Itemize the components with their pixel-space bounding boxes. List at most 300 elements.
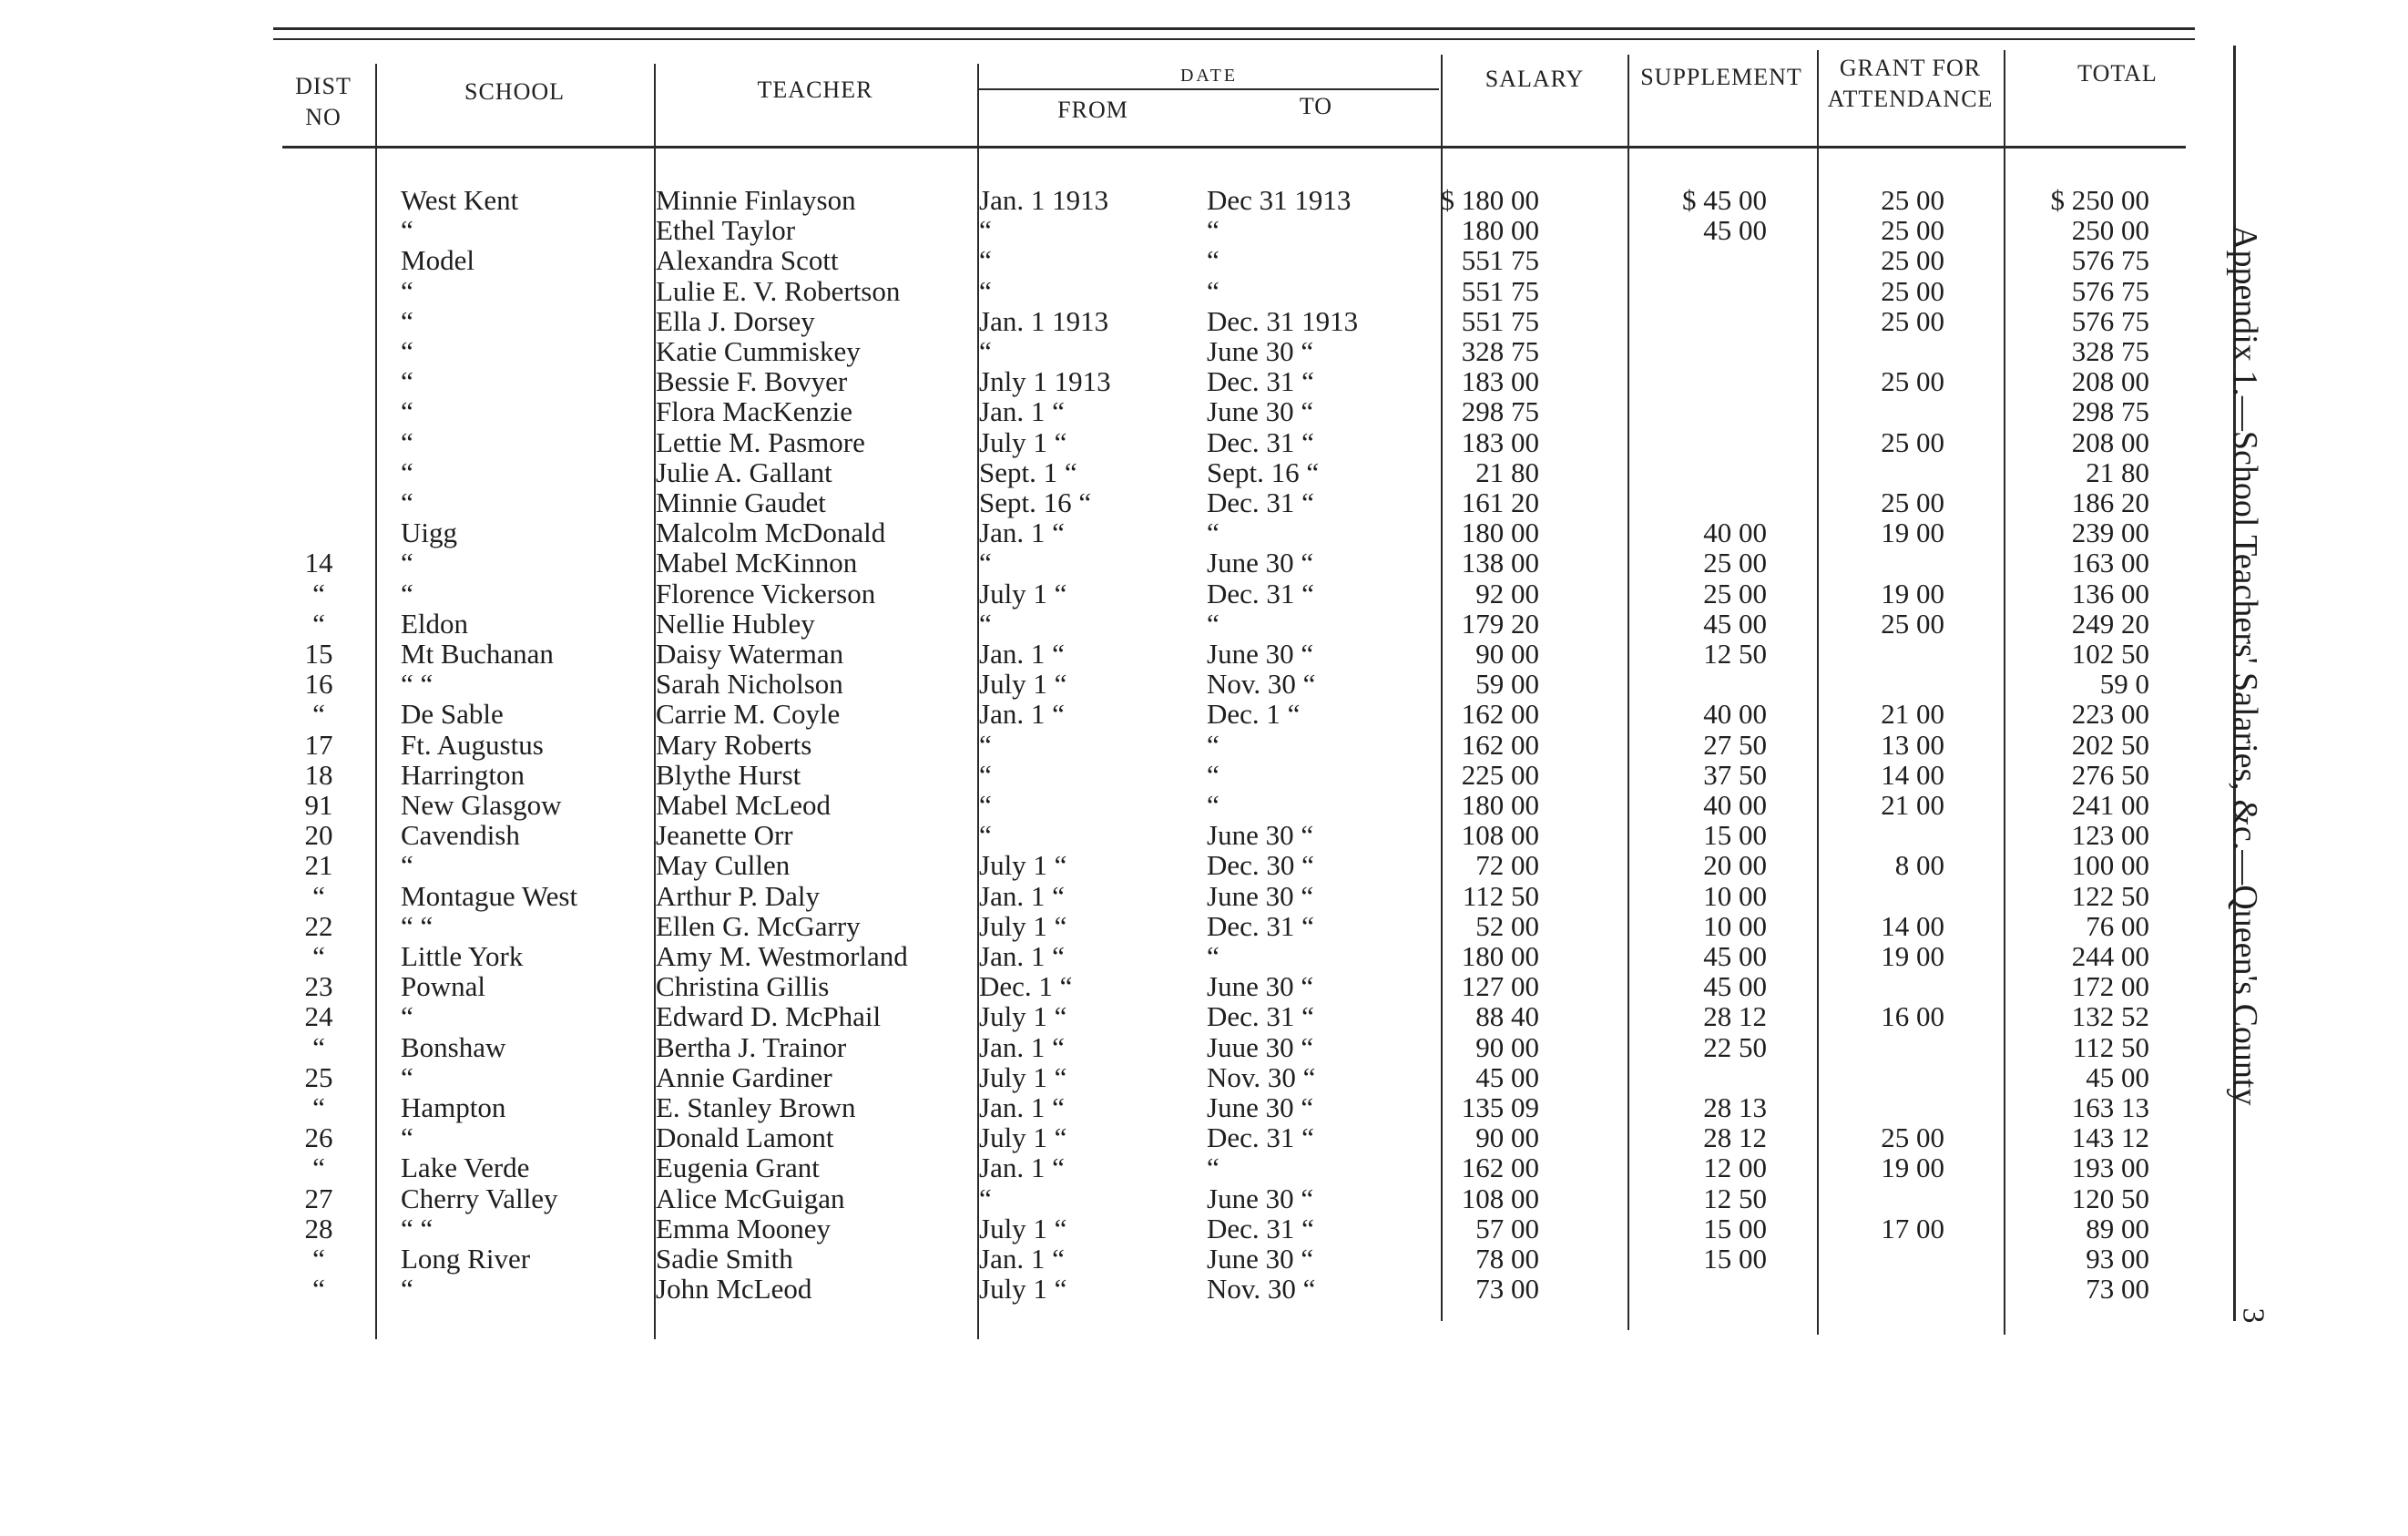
cell-teacher: Mabel McLeod [656,789,831,821]
cell-teacher: Daisy Waterman [656,638,844,670]
cell-teacher: Eugenia Grant [656,1152,820,1183]
cell-school: “ [401,214,413,246]
cell-grant: 21 00 [1881,698,1944,730]
cell-school: Cavendish [401,819,520,851]
cell-school: “ “ [401,1213,434,1244]
cell-supplement: 15 00 [1703,819,1767,851]
cell-from: “ [979,819,992,851]
header-grant [1817,53,2004,115]
cell-grant: 25 00 [1881,486,1944,518]
cell-grant: 19 00 [1881,578,1944,609]
cell-total: 93 00 [2086,1243,2149,1275]
cell-to: Dec. 31 “ [1207,1213,1314,1244]
cell-grant: 25 00 [1881,184,1944,216]
cell-to: June 30 “ [1207,395,1314,427]
cell-to: June 30 “ [1207,547,1314,579]
cell-to: Dec. 31 “ [1207,1121,1314,1153]
cell-salary: 551 75 [1461,305,1539,337]
cell-supplement: 10 00 [1703,910,1767,942]
cell-to: Dec. 31 “ [1207,365,1314,397]
cell-school: “ [401,486,413,518]
cell-salary: $ 180 00 [1440,184,1539,216]
cell-from: July 1 “ [979,426,1067,458]
cell-teacher: Blythe Hurst [656,759,801,791]
cell-teacher: Jeanette Orr [656,819,793,851]
cell-salary: 45 00 [1475,1061,1539,1093]
cell-salary: 92 00 [1475,578,1539,609]
cell-teacher: Florence Vickerson [656,578,876,609]
cell-school: Long River [401,1243,531,1275]
cell-teacher: Lettie M. Pasmore [656,426,865,458]
cell-to: “ [1207,940,1219,972]
col-rule-dist [375,64,377,1339]
cell-total: 163 13 [2071,1091,2149,1123]
cell-total: 276 50 [2071,759,2149,791]
cell-supplement: 10 00 [1703,880,1767,912]
cell-from: Jan. 1 “ [979,638,1065,670]
cell-total: 122 50 [2071,880,2149,912]
cell-teacher: Donald Lamont [656,1121,834,1153]
cell-from: Jan. 1 “ [979,940,1065,972]
cell-grant: 19 00 [1881,517,1944,548]
cell-supplement: 45 00 [1703,214,1767,246]
cell-supplement: 22 50 [1703,1031,1767,1063]
cell-school: “ [401,1061,413,1093]
cell-teacher: Bertha J. Trainor [656,1031,847,1063]
cell-school: “ [401,275,413,307]
cell-school: Bonshaw [401,1031,506,1063]
cell-dist: 16 [304,668,333,700]
cell-teacher: Annie Gardiner [656,1061,832,1093]
cell-from: July 1 “ [979,578,1067,609]
cell-total: 576 75 [2071,305,2149,337]
header-no-label: NO [305,104,342,130]
cell-from: July 1 “ [979,1000,1067,1032]
cell-school: “ [401,335,413,367]
cell-teacher: Flora MacKenzie [656,395,853,427]
cell-dist: 14 [304,547,333,579]
cell-salary: 183 00 [1461,426,1539,458]
cell-dist: 23 [304,970,333,1002]
cell-to: “ [1207,789,1219,821]
cell-total: 112 50 [2072,1031,2149,1063]
cell-grant: 25 00 [1881,305,1944,337]
cell-dist: 17 [304,729,333,761]
cell-salary: 90 00 [1475,1031,1539,1063]
cell-grant: 13 00 [1881,729,1944,761]
cell-from: July 1 “ [979,1061,1067,1093]
cell-school: “ [401,1000,413,1032]
cell-school: Ft. Augustus [401,729,544,761]
cell-supplement: 12 50 [1703,1183,1767,1214]
cell-to: “ [1207,244,1219,276]
cell-teacher: Sadie Smith [656,1243,793,1275]
cell-salary: 90 00 [1475,638,1539,670]
cell-salary: 59 00 [1475,668,1539,700]
cell-salary: 162 00 [1461,729,1539,761]
cell-supplement: 28 12 [1703,1121,1767,1153]
cell-supplement: 25 00 [1703,547,1767,579]
cell-supplement: 28 13 [1703,1091,1767,1123]
cell-dist: 18 [304,759,333,791]
cell-from: Sept. 16 “ [979,486,1092,518]
cell-from: “ [979,214,992,246]
cell-supplement: 40 00 [1703,789,1767,821]
cell-teacher: E. Stanley Brown [656,1091,856,1123]
running-title-container [2227,214,2263,1435]
cell-dist: 22 [304,910,333,942]
cell-dist: “ [312,880,325,912]
cell-teacher: Bessie F. Bovyer [656,365,848,397]
cell-salary: 78 00 [1475,1243,1539,1275]
cell-salary: 180 00 [1461,214,1539,246]
cell-school: Hampton [401,1091,506,1123]
cell-school: “ [401,456,413,488]
cell-salary: 161 20 [1461,486,1539,518]
cell-grant: 25 00 [1881,1121,1944,1153]
cell-from: “ [979,275,992,307]
cell-to: Dec. 31 “ [1207,486,1314,518]
cell-from: Dec. 1 “ [979,970,1073,1002]
header-salary: SALARY [1485,66,1585,92]
cell-salary: 21 80 [1475,456,1539,488]
cell-salary: 298 75 [1461,395,1539,427]
cell-supplement: 45 00 [1703,608,1767,640]
cell-to: Dec. 31 1913 [1207,305,1359,337]
cell-dist: “ [312,1031,325,1063]
cell-school: Montague West [401,880,578,912]
cell-salary: 57 00 [1475,1213,1539,1244]
cell-teacher: May Cullen [656,849,791,881]
cell-salary: 127 00 [1461,970,1539,1002]
cell-dist: 25 [304,1061,333,1093]
cell-total: 172 00 [2071,970,2149,1002]
cell-teacher: Ellen G. McGarry [656,910,861,942]
cell-supplement: 28 12 [1703,1000,1767,1032]
cell-salary: 135 09 [1461,1091,1539,1123]
cell-supplement: 15 00 [1703,1213,1767,1244]
cell-total: $ 250 00 [2050,184,2149,216]
cell-teacher: Mabel McKinnon [656,547,858,579]
cell-dist: “ [312,1152,325,1183]
header-dist [278,71,369,133]
cell-salary: 112 50 [1462,880,1539,912]
cell-total: 100 00 [2071,849,2149,881]
cell-teacher: Edward D. McPhail [656,1000,882,1032]
cell-total: 123 00 [2071,819,2149,851]
cell-total: 76 00 [2086,910,2149,942]
header-school: SCHOOL [464,78,565,105]
cell-grant: 25 00 [1881,275,1944,307]
cell-supplement: 45 00 [1703,970,1767,1002]
cell-school: Cherry Valley [401,1183,558,1214]
cell-school: “ “ [401,668,434,700]
cell-supplement: 45 00 [1703,940,1767,972]
header-bottom-rule [282,146,2186,148]
cell-supplement: $ 45 00 [1682,184,1767,216]
cell-teacher: Lulie E. V. Robertson [656,275,901,307]
cell-grant: 25 00 [1881,608,1944,640]
page-number: 3 [2236,1307,2270,1324]
cell-to: June 30 “ [1207,1091,1314,1123]
cell-from: July 1 “ [979,849,1067,881]
cell-to: Dec. 30 “ [1207,849,1314,881]
cell-dist: “ [312,1273,325,1305]
cell-from: “ [979,244,992,276]
cell-school: “ [401,365,413,397]
cell-total: 239 00 [2071,517,2149,548]
cell-grant: 17 00 [1881,1213,1944,1244]
cell-dist: 20 [304,819,333,851]
cell-to: June 30 “ [1207,970,1314,1002]
cell-from: Jan. 1 “ [979,880,1065,912]
cell-to: Dec. 31 “ [1207,578,1314,609]
cell-school: “ [401,1273,413,1305]
cell-teacher: Minnie Finlayson [656,184,856,216]
cell-from: “ [979,335,992,367]
cell-total: 249 20 [2071,608,2149,640]
cell-school: Eldon [401,608,469,640]
cell-dist: 15 [304,638,333,670]
cell-school: “ [401,305,413,337]
cell-from: “ [979,759,992,791]
cell-total: 102 50 [2071,638,2149,670]
cell-school: “ [401,395,413,427]
cell-from: “ [979,1183,992,1214]
cell-to: Nov. 30 “ [1207,668,1316,700]
cell-from: “ [979,729,992,761]
header-dist-label: DIST [295,73,352,99]
cell-salary: 52 00 [1475,910,1539,942]
header-date: DATE [1179,66,1239,86]
cell-teacher: Carrie M. Coyle [656,698,841,730]
cell-salary: 179 20 [1461,608,1539,640]
cell-to: Dec. 1 “ [1207,698,1301,730]
cell-teacher: Julie A. Gallant [656,456,832,488]
cell-from: Jan. 1 “ [979,1031,1065,1063]
cell-school: “ [401,578,413,609]
cell-to: June 30 “ [1207,335,1314,367]
cell-total: 136 00 [2071,578,2149,609]
cell-dist: “ [312,608,325,640]
cell-teacher: Ethel Taylor [656,214,796,246]
cell-school: “ [401,849,413,881]
cell-total: 202 50 [2071,729,2149,761]
cell-to: Nov. 30 “ [1207,1273,1316,1305]
cell-salary: 72 00 [1475,849,1539,881]
cell-total: 21 80 [2086,456,2149,488]
cell-salary: 162 00 [1461,698,1539,730]
cell-salary: 162 00 [1461,1152,1539,1183]
cell-teacher: Sarah Nicholson [656,668,843,700]
cell-total: 186 20 [2071,486,2149,518]
cell-school: “ “ [401,910,434,942]
cell-from: Jan. 1 1913 [979,184,1109,216]
cell-dist: “ [312,698,325,730]
cell-salary: 88 40 [1475,1000,1539,1032]
cell-school: Uigg [401,517,457,548]
cell-total: 208 00 [2071,365,2149,397]
cell-to: “ [1207,214,1219,246]
cell-total: 163 00 [2071,547,2149,579]
cell-total: 45 00 [2086,1061,2149,1093]
cell-school: Pownal [401,970,485,1002]
cell-grant: 19 00 [1881,940,1944,972]
cell-dist: “ [312,578,325,609]
cell-to: Dec. 31 “ [1207,910,1314,942]
cell-salary: 108 00 [1461,1183,1539,1214]
cell-total: 208 00 [2071,426,2149,458]
cell-grant: 16 00 [1881,1000,1944,1032]
cell-teacher: Nellie Hubley [656,608,815,640]
cell-grant: 25 00 [1881,365,1944,397]
cell-school: West Kent [401,184,519,216]
cell-teacher: Ella J. Dorsey [656,305,815,337]
cell-salary: 180 00 [1461,517,1539,548]
top-rule-thin [273,38,2195,40]
cell-teacher: Christina Gillis [656,970,830,1002]
cell-from: Jan. 1 “ [979,1091,1065,1123]
cell-teacher: Katie Cummiskey [656,335,861,367]
col-rule-supplement [1817,50,1819,1335]
cell-supplement: 20 00 [1703,849,1767,881]
cell-total: 328 75 [2071,335,2149,367]
cell-supplement: 27 50 [1703,729,1767,761]
cell-total: 89 00 [2086,1213,2149,1244]
cell-total: 193 00 [2071,1152,2149,1183]
cell-to: “ [1207,517,1219,548]
cell-dist: 91 [304,789,333,821]
cell-grant: 14 00 [1881,759,1944,791]
cell-to: Nov. 30 “ [1207,1061,1316,1093]
cell-from: July 1 “ [979,1213,1067,1244]
cell-school: “ [401,426,413,458]
cell-to: “ [1207,608,1219,640]
cell-salary: 183 00 [1461,365,1539,397]
cell-to: Juue 30 “ [1207,1031,1314,1063]
cell-from: July 1 “ [979,910,1067,942]
cell-teacher: Minnie Gaudet [656,486,826,518]
header-supplement: SUPPLEMENT [1640,64,1802,90]
cell-total: 576 75 [2071,275,2149,307]
cell-total: 576 75 [2071,244,2149,276]
cell-dist: 28 [304,1213,333,1244]
cell-total: 73 00 [2086,1273,2149,1305]
cell-dist: “ [312,1091,325,1123]
cell-dist: “ [312,1243,325,1275]
cell-to: Dec. 31 “ [1207,1000,1314,1032]
cell-to: June 30 “ [1207,819,1314,851]
cell-to: June 30 “ [1207,1183,1314,1214]
cell-from: Jnly 1 1913 [979,365,1111,397]
cell-dist: 27 [304,1183,333,1214]
cell-school: Mt Buchanan [401,638,554,670]
cell-school: “ [401,1121,413,1153]
cell-to: Sept. 16 “ [1207,456,1320,488]
cell-salary: 180 00 [1461,789,1539,821]
cell-salary: 328 75 [1461,335,1539,367]
cell-dist: 21 [304,849,333,881]
cell-from: July 1 “ [979,1273,1067,1305]
cell-grant: 19 00 [1881,1152,1944,1183]
cell-total: 250 00 [2071,214,2149,246]
cell-total: 120 50 [2071,1183,2149,1214]
cell-dist: 24 [304,1000,333,1032]
cell-salary: 73 00 [1475,1273,1539,1305]
cell-from: Jan. 1 “ [979,698,1065,730]
cell-from: “ [979,608,992,640]
cell-school: Harrington [401,759,525,791]
cell-grant: 25 00 [1881,214,1944,246]
cell-to: Dec 31 1913 [1207,184,1352,216]
cell-salary: 90 00 [1475,1121,1539,1153]
cell-from: Jan. 1 “ [979,395,1065,427]
cell-teacher: Malcolm McDonald [656,517,886,548]
cell-teacher: John McLeod [656,1273,812,1305]
cell-from: July 1 “ [979,668,1067,700]
cell-supplement: 12 50 [1703,638,1767,670]
header-teacher: TEACHER [757,77,873,103]
cell-dist: 26 [304,1121,333,1153]
cell-salary: 108 00 [1461,819,1539,851]
cell-teacher: Arthur P. Daly [656,880,820,912]
cell-supplement: 37 50 [1703,759,1767,791]
cell-school: De Sable [401,698,504,730]
cell-to: “ [1207,1152,1219,1183]
cell-teacher: Mary Roberts [656,729,812,761]
cell-total: 298 75 [2071,395,2149,427]
cell-total: 223 00 [2071,698,2149,730]
cell-grant: 14 00 [1881,910,1944,942]
cell-teacher: Emma Mooney [656,1213,831,1244]
cell-total: 59 0 [2099,668,2149,700]
cell-from: Jan. 1 “ [979,1152,1065,1183]
cell-from: Sept. 1 “ [979,456,1077,488]
cell-to: June 30 “ [1207,880,1314,912]
cell-from: Jan. 1 1913 [979,305,1109,337]
cell-school: “ [401,547,413,579]
cell-salary: 551 75 [1461,244,1539,276]
cell-teacher: Alexandra Scott [656,244,839,276]
cell-total: 143 12 [2071,1121,2149,1153]
cell-grant: 25 00 [1881,426,1944,458]
cell-teacher: Alice McGuigan [656,1183,845,1214]
cell-salary: 180 00 [1461,940,1539,972]
cell-from: Jan. 1 “ [979,1243,1065,1275]
cell-to: June 30 “ [1207,638,1314,670]
cell-school: Little York [401,940,524,972]
cell-to: “ [1207,275,1219,307]
cell-grant: 21 00 [1881,789,1944,821]
cell-from: “ [979,547,992,579]
cell-salary: 551 75 [1461,275,1539,307]
cell-supplement: 15 00 [1703,1243,1767,1275]
cell-from: July 1 “ [979,1121,1067,1153]
cell-school: New Glasgow [401,789,562,821]
cell-salary: 225 00 [1461,759,1539,791]
header-grant-line1: GRANT FOR [1839,55,1982,81]
cell-grant: 8 00 [1894,849,1944,881]
header-total: TOTAL [2077,60,2158,87]
cell-total: 244 00 [2071,940,2149,972]
cell-supplement: 40 00 [1703,698,1767,730]
cell-total: 132 52 [2071,1000,2149,1032]
cell-supplement: 12 00 [1703,1152,1767,1183]
cell-school: Lake Verde [401,1152,530,1183]
cell-to: “ [1207,729,1219,761]
cell-total: 241 00 [2071,789,2149,821]
header-to: TO [1299,93,1333,119]
